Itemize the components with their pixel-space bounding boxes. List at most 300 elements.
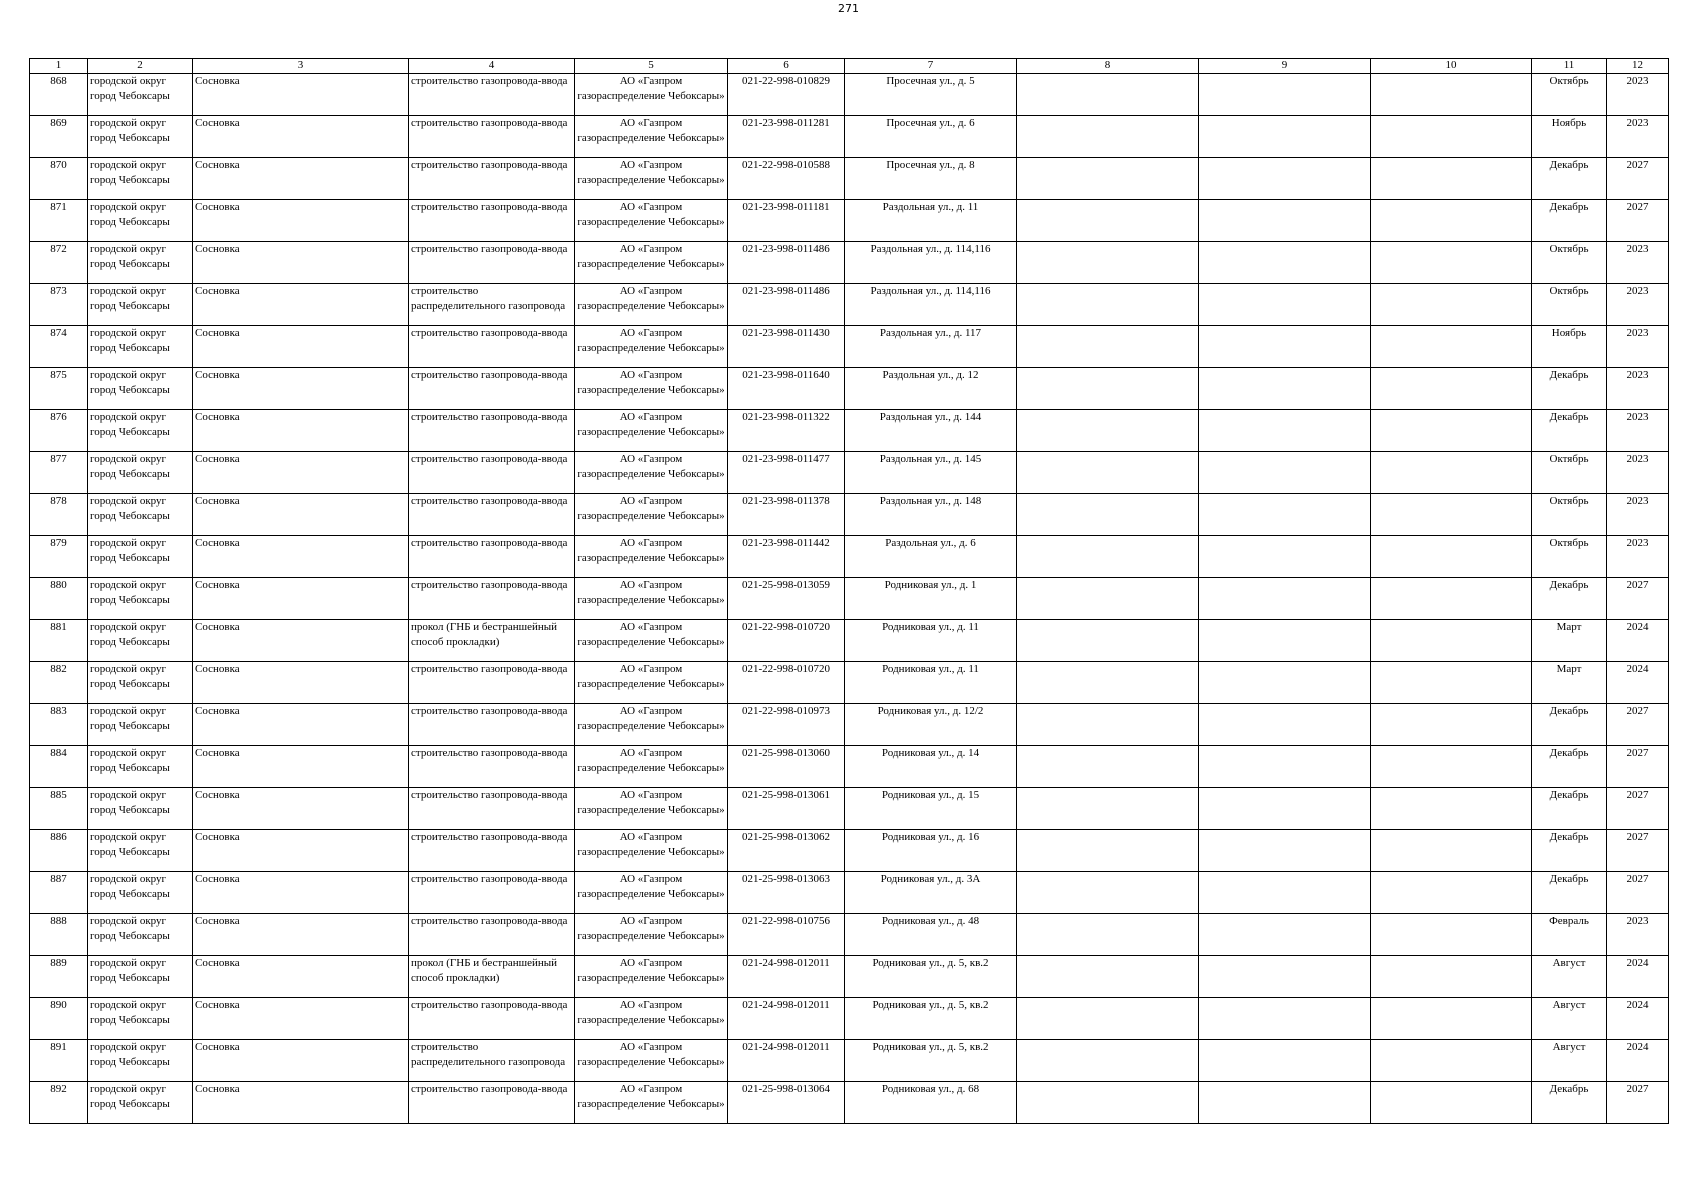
- organization-cell-text: АО «Газпром газораспределение Чебоксары»: [577, 411, 725, 438]
- row-number-cell: [30, 830, 88, 872]
- organization-cell-text: АО «Газпром газораспределение Чебоксары»: [577, 1083, 725, 1110]
- settlement-cell: [193, 956, 409, 998]
- municipality-cell: [88, 284, 193, 326]
- work-type-cell: [409, 620, 575, 662]
- settlement-cell-text: Сосновка: [195, 831, 240, 843]
- address-cell: [845, 620, 1017, 662]
- organization-cell: [575, 830, 728, 872]
- work-type-cell-text: строительство газопровода-ввода: [411, 915, 568, 927]
- column-9-cell: [1199, 326, 1371, 368]
- settlement-cell-text: Сосновка: [195, 957, 240, 969]
- column-10-cell: [1371, 452, 1532, 494]
- settlement-cell-text: Сосновка: [195, 285, 240, 297]
- municipality-cell-text: городской округ город Чебоксары: [90, 579, 170, 606]
- row-number-cell-text: 880: [50, 579, 67, 591]
- address-cell: [845, 998, 1017, 1040]
- organization-cell: [575, 956, 728, 998]
- municipality-cell-text: городской округ город Чебоксары: [90, 369, 170, 396]
- organization-cell-text: АО «Газпром газораспределение Чебоксары»: [577, 999, 725, 1026]
- settlement-cell-text: Сосновка: [195, 75, 240, 87]
- municipality-cell-text: городской округ город Чебоксары: [90, 831, 170, 858]
- year-cell-text: 2027: [1626, 789, 1649, 801]
- address-cell: [845, 956, 1017, 998]
- year-cell-text: 2023: [1626, 537, 1649, 549]
- address-cell: [845, 872, 1017, 914]
- address-cell: [845, 662, 1017, 704]
- column-8-cell: [1017, 998, 1199, 1040]
- column-10-cell-text: [1373, 452, 1529, 493]
- municipality-cell: [88, 368, 193, 410]
- table-row: [30, 74, 1669, 116]
- organization-cell-text: АО «Газпром газораспределение Чебоксары»: [577, 831, 725, 858]
- settlement-cell-text: Сосновка: [195, 159, 240, 171]
- column-9-cell-text: [1201, 956, 1368, 997]
- row-number-cell: [30, 410, 88, 452]
- organization-cell-text: АО «Газпром газораспределение Чебоксары»: [577, 873, 725, 900]
- address-cell: [845, 1040, 1017, 1082]
- column-header-6: 6: [728, 59, 845, 74]
- code-cell-text: 021-25-998-013061: [742, 789, 830, 801]
- code-cell: [728, 914, 845, 956]
- code-cell-text: 021-22-998-010588: [742, 159, 830, 171]
- code-cell-text: 021-24-998-012011: [742, 1041, 830, 1053]
- work-type-cell: [409, 452, 575, 494]
- row-number-cell: [30, 914, 88, 956]
- table-row: [30, 494, 1669, 536]
- column-8-cell-text: [1019, 536, 1196, 577]
- column-8-cell-text: [1019, 914, 1196, 955]
- municipality-cell-text: городской округ город Чебоксары: [90, 201, 170, 228]
- year-cell-text: 2023: [1626, 453, 1649, 465]
- municipality-cell: [88, 494, 193, 536]
- column-10-cell: [1371, 74, 1532, 116]
- column-10-cell: [1371, 872, 1532, 914]
- column-9-cell: [1199, 578, 1371, 620]
- month-cell: [1532, 536, 1607, 578]
- column-8-cell: [1017, 1082, 1199, 1124]
- organization-cell: [575, 158, 728, 200]
- address-cell: [845, 242, 1017, 284]
- organization-cell: [575, 536, 728, 578]
- code-cell: [728, 326, 845, 368]
- year-cell: [1607, 494, 1669, 536]
- column-9-cell: [1199, 536, 1371, 578]
- settlement-cell: [193, 1082, 409, 1124]
- municipality-cell: [88, 452, 193, 494]
- column-10-cell: [1371, 704, 1532, 746]
- municipality-cell-text: городской округ город Чебоксары: [90, 747, 170, 774]
- organization-cell-text: АО «Газпром газораспределение Чебоксары»: [577, 663, 725, 690]
- work-type-cell-text: строительство газопровода-ввода: [411, 411, 568, 423]
- column-8-cell-text: [1019, 662, 1196, 703]
- work-type-cell-text: строительство газопровода-ввода: [411, 495, 568, 507]
- municipality-cell: [88, 74, 193, 116]
- work-type-cell-text: строительство газопровода-ввода: [411, 117, 568, 129]
- work-type-cell-text: строительство газопровода-ввода: [411, 453, 568, 465]
- settlement-cell: [193, 116, 409, 158]
- row-number-cell: [30, 536, 88, 578]
- organization-cell: [575, 746, 728, 788]
- code-cell-text: 021-24-998-012011: [742, 957, 830, 969]
- month-cell: [1532, 620, 1607, 662]
- address-cell: [845, 1082, 1017, 1124]
- column-8-cell: [1017, 704, 1199, 746]
- municipality-cell: [88, 410, 193, 452]
- organization-cell-text: АО «Газпром газораспределение Чебоксары»: [577, 495, 725, 522]
- column-9-cell: [1199, 494, 1371, 536]
- municipality-cell: [88, 662, 193, 704]
- column-10-cell: [1371, 830, 1532, 872]
- row-number-cell: [30, 368, 88, 410]
- work-type-cell: [409, 914, 575, 956]
- column-8-cell: [1017, 200, 1199, 242]
- work-type-cell: [409, 746, 575, 788]
- column-9-cell: [1199, 368, 1371, 410]
- settlement-cell-text: Сосновка: [195, 537, 240, 549]
- column-10-cell: [1371, 116, 1532, 158]
- column-9-cell-text: [1201, 242, 1368, 283]
- work-type-cell: [409, 74, 575, 116]
- column-9-cell-text: [1201, 74, 1368, 115]
- year-cell: [1607, 1082, 1669, 1124]
- table-row: [30, 242, 1669, 284]
- row-number-cell-text: 872: [50, 243, 67, 255]
- column-8-cell-text: [1019, 578, 1196, 619]
- year-cell: [1607, 410, 1669, 452]
- municipality-cell-text: городской округ город Чебоксары: [90, 915, 170, 942]
- year-cell: [1607, 284, 1669, 326]
- address-cell-text: Родниковая ул., д. 3А: [880, 873, 981, 885]
- municipality-cell-text: городской округ город Чебоксары: [90, 1041, 170, 1068]
- work-type-cell: [409, 578, 575, 620]
- municipality-cell: [88, 578, 193, 620]
- year-cell: [1607, 956, 1669, 998]
- table-row: [30, 578, 1669, 620]
- table-row: [30, 956, 1669, 998]
- column-8-cell: [1017, 494, 1199, 536]
- municipality-cell-text: городской округ город Чебоксары: [90, 75, 170, 102]
- column-8-cell-text: [1019, 242, 1196, 283]
- year-cell: [1607, 200, 1669, 242]
- column-9-cell: [1199, 200, 1371, 242]
- year-cell-text: 2023: [1626, 327, 1649, 339]
- work-type-cell: [409, 494, 575, 536]
- column-10-cell: [1371, 158, 1532, 200]
- municipality-cell: [88, 158, 193, 200]
- month-cell: [1532, 410, 1607, 452]
- work-type-cell-text: строительство газопровода-ввода: [411, 159, 568, 171]
- work-type-cell-text: строительство газопровода-ввода: [411, 75, 568, 87]
- settlement-cell-text: Сосновка: [195, 411, 240, 423]
- month-cell: [1532, 872, 1607, 914]
- row-number-cell: [30, 74, 88, 116]
- column-9-cell: [1199, 788, 1371, 830]
- month-cell-text: Август: [1552, 1041, 1586, 1053]
- code-cell: [728, 452, 845, 494]
- code-cell: [728, 1040, 845, 1082]
- column-9-cell-text: [1201, 200, 1368, 241]
- year-cell-text: 2023: [1626, 243, 1649, 255]
- settlement-cell: [193, 830, 409, 872]
- work-type-cell: [409, 536, 575, 578]
- row-number-cell-text: 885: [50, 789, 67, 801]
- table-row: [30, 746, 1669, 788]
- settlement-cell: [193, 536, 409, 578]
- column-8-cell: [1017, 452, 1199, 494]
- column-10-cell: [1371, 620, 1532, 662]
- column-8-cell-text: [1019, 788, 1196, 829]
- year-cell: [1607, 998, 1669, 1040]
- address-cell-text: Раздольная ул., д. 12: [882, 369, 979, 381]
- address-cell: [845, 746, 1017, 788]
- column-8-cell-text: [1019, 326, 1196, 367]
- year-cell: [1607, 662, 1669, 704]
- row-number-cell: [30, 158, 88, 200]
- municipality-cell: [88, 242, 193, 284]
- month-cell-text: Август: [1552, 957, 1586, 969]
- code-cell: [728, 200, 845, 242]
- organization-cell: [575, 326, 728, 368]
- address-cell-text: Просечная ул., д. 5: [886, 75, 975, 87]
- column-10-cell-text: [1373, 830, 1529, 871]
- table-row: [30, 368, 1669, 410]
- column-8-cell: [1017, 326, 1199, 368]
- municipality-cell-text: городской округ город Чебоксары: [90, 705, 170, 732]
- row-number-cell: [30, 242, 88, 284]
- year-cell-text: 2027: [1626, 579, 1649, 591]
- address-cell-text: Родниковая ул., д. 5, кв.2: [872, 957, 989, 969]
- year-cell-text: 2023: [1626, 369, 1649, 381]
- month-cell-text: Декабрь: [1549, 1083, 1589, 1095]
- address-cell: [845, 578, 1017, 620]
- code-cell-text: 021-22-998-010829: [742, 75, 830, 87]
- table-row: [30, 914, 1669, 956]
- settlement-cell-text: Сосновка: [195, 705, 240, 717]
- work-type-cell-text: строительство газопровода-ввода: [411, 243, 568, 255]
- address-cell-text: Родниковая ул., д. 11: [882, 663, 979, 675]
- column-8-cell: [1017, 914, 1199, 956]
- year-cell-text: 2027: [1626, 705, 1649, 717]
- column-8-cell-text: [1019, 830, 1196, 871]
- column-8-cell-text: [1019, 956, 1196, 997]
- column-10-cell: [1371, 662, 1532, 704]
- year-cell-text: 2027: [1626, 747, 1649, 759]
- table-row: [30, 998, 1669, 1040]
- settlement-cell: [193, 494, 409, 536]
- column-9-cell-text: [1201, 116, 1368, 157]
- column-10-cell-text: [1373, 116, 1529, 157]
- column-10-cell: [1371, 746, 1532, 788]
- month-cell-text: Октябрь: [1549, 285, 1589, 297]
- month-cell-text: Октябрь: [1549, 495, 1589, 507]
- column-9-cell: [1199, 410, 1371, 452]
- year-cell-text: 2023: [1626, 495, 1649, 507]
- month-cell-text: Декабрь: [1549, 831, 1589, 843]
- organization-cell: [575, 1082, 728, 1124]
- municipality-cell: [88, 914, 193, 956]
- column-9-cell: [1199, 830, 1371, 872]
- column-10-cell-text: [1373, 410, 1529, 451]
- address-cell: [845, 830, 1017, 872]
- column-9-cell-text: [1201, 914, 1368, 955]
- column-10-cell-text: [1373, 200, 1529, 241]
- organization-cell-text: АО «Газпром газораспределение Чебоксары»: [577, 1041, 725, 1068]
- municipality-cell-text: городской округ город Чебоксары: [90, 537, 170, 564]
- column-10-cell: [1371, 284, 1532, 326]
- column-10-cell-text: [1373, 998, 1529, 1039]
- code-cell: [728, 536, 845, 578]
- column-10-cell: [1371, 914, 1532, 956]
- code-cell-text: 021-23-998-011322: [742, 411, 830, 423]
- organization-cell: [575, 788, 728, 830]
- column-10-cell: [1371, 326, 1532, 368]
- year-cell: [1607, 746, 1669, 788]
- work-type-cell: [409, 956, 575, 998]
- settlement-cell: [193, 578, 409, 620]
- work-type-cell-text: строительство газопровода-ввода: [411, 327, 568, 339]
- municipality-cell: [88, 704, 193, 746]
- municipality-cell-text: городской округ город Чебоксары: [90, 411, 170, 438]
- column-10-cell-text: [1373, 1082, 1529, 1123]
- work-type-cell: [409, 704, 575, 746]
- year-cell-text: 2027: [1626, 201, 1649, 213]
- municipality-cell-text: городской округ город Чебоксары: [90, 789, 170, 816]
- table-row: [30, 536, 1669, 578]
- table-body: [30, 74, 1669, 1124]
- settlement-cell-text: Сосновка: [195, 495, 240, 507]
- column-10-cell-text: [1373, 74, 1529, 115]
- organization-cell: [575, 1040, 728, 1082]
- column-8-cell: [1017, 872, 1199, 914]
- settlement-cell: [193, 74, 409, 116]
- month-cell-text: Декабрь: [1549, 201, 1589, 213]
- municipality-cell: [88, 200, 193, 242]
- address-cell: [845, 536, 1017, 578]
- table-row: [30, 872, 1669, 914]
- organization-cell-text: АО «Газпром газораспределение Чебоксары»: [577, 957, 725, 984]
- organization-cell-text: АО «Газпром газораспределение Чебоксары»: [577, 789, 725, 816]
- settlement-cell-text: Сосновка: [195, 999, 240, 1011]
- row-number-cell-text: 892: [50, 1083, 67, 1095]
- year-cell: [1607, 452, 1669, 494]
- municipality-cell-text: городской округ город Чебоксары: [90, 159, 170, 186]
- month-cell-text: Декабрь: [1549, 789, 1589, 801]
- code-cell: [728, 830, 845, 872]
- column-9-cell: [1199, 1082, 1371, 1124]
- month-cell: [1532, 830, 1607, 872]
- code-cell-text: 021-25-998-013064: [742, 1083, 830, 1095]
- organization-cell: [575, 872, 728, 914]
- column-8-cell-text: [1019, 998, 1196, 1039]
- code-cell-text: 021-22-998-010756: [742, 915, 830, 927]
- row-number-cell: [30, 662, 88, 704]
- row-number-cell: [30, 746, 88, 788]
- settlement-cell: [193, 788, 409, 830]
- month-cell: [1532, 998, 1607, 1040]
- work-type-cell: [409, 872, 575, 914]
- column-8-cell-text: [1019, 1040, 1196, 1081]
- organization-cell-text: АО «Газпром газораспределение Чебоксары»: [577, 75, 725, 102]
- row-number-cell-text: 877: [50, 453, 67, 465]
- column-9-cell: [1199, 746, 1371, 788]
- header-row: [30, 59, 1669, 74]
- organization-cell-text: АО «Газпром газораспределение Чебоксары»: [577, 705, 725, 732]
- month-cell: [1532, 242, 1607, 284]
- column-8-cell: [1017, 368, 1199, 410]
- column-header-5: 5: [575, 59, 728, 74]
- code-cell: [728, 74, 845, 116]
- municipality-cell: [88, 326, 193, 368]
- column-8-cell-text: [1019, 872, 1196, 913]
- organization-cell-text: АО «Газпром газораспределение Чебоксары»: [577, 453, 725, 480]
- row-number-cell: [30, 116, 88, 158]
- row-number-cell: [30, 326, 88, 368]
- year-cell: [1607, 116, 1669, 158]
- code-cell: [728, 242, 845, 284]
- work-type-cell: [409, 788, 575, 830]
- column-10-cell-text: [1373, 662, 1529, 703]
- column-8-cell: [1017, 536, 1199, 578]
- table-row: [30, 158, 1669, 200]
- column-8-cell-text: [1019, 116, 1196, 157]
- column-10-cell: [1371, 410, 1532, 452]
- address-cell-text: Родниковая ул., д. 12/2: [877, 705, 984, 717]
- table-row: [30, 662, 1669, 704]
- column-10-cell: [1371, 200, 1532, 242]
- column-10-cell-text: [1373, 956, 1529, 997]
- settlement-cell: [193, 452, 409, 494]
- month-cell: [1532, 746, 1607, 788]
- year-cell-text: 2027: [1626, 159, 1649, 171]
- settlement-cell: [193, 158, 409, 200]
- column-8-cell-text: [1019, 368, 1196, 409]
- organization-cell-text: АО «Газпром газораспределение Чебоксары»: [577, 579, 725, 606]
- row-number-cell: [30, 788, 88, 830]
- address-cell-text: Раздольная ул., д. 148: [879, 495, 982, 507]
- row-number-cell-text: 874: [50, 327, 67, 339]
- table-row: [30, 116, 1669, 158]
- address-cell: [845, 200, 1017, 242]
- column-9-cell: [1199, 956, 1371, 998]
- address-cell-text: Родниковая ул., д. 1: [884, 579, 977, 591]
- settlement-cell-text: Сосновка: [195, 1083, 240, 1095]
- municipality-cell: [88, 116, 193, 158]
- month-cell-text: Март: [1556, 663, 1582, 675]
- organization-cell-text: АО «Газпром газораспределение Чебоксары»: [577, 537, 725, 564]
- address-cell: [845, 116, 1017, 158]
- row-number-cell-text: 879: [50, 537, 67, 549]
- municipality-cell-text: городской округ город Чебоксары: [90, 957, 170, 984]
- row-number-cell: [30, 620, 88, 662]
- page-number: 271: [838, 2, 859, 15]
- month-cell-text: Декабрь: [1549, 747, 1589, 759]
- column-8-cell: [1017, 74, 1199, 116]
- column-10-cell-text: [1373, 914, 1529, 955]
- month-cell: [1532, 284, 1607, 326]
- organization-cell: [575, 368, 728, 410]
- column-9-cell: [1199, 158, 1371, 200]
- row-number-cell: [30, 494, 88, 536]
- work-type-cell-text: строительство газопровода-ввода: [411, 201, 568, 213]
- row-number-cell-text: 886: [50, 831, 67, 843]
- column-8-cell: [1017, 158, 1199, 200]
- column-8-cell-text: [1019, 746, 1196, 787]
- municipality-cell: [88, 830, 193, 872]
- code-cell-text: 021-23-998-011486: [742, 285, 830, 297]
- work-type-cell-text: строительство газопровода-ввода: [411, 579, 568, 591]
- column-9-cell-text: [1201, 704, 1368, 745]
- address-cell-text: Раздольная ул., д. 145: [879, 453, 982, 465]
